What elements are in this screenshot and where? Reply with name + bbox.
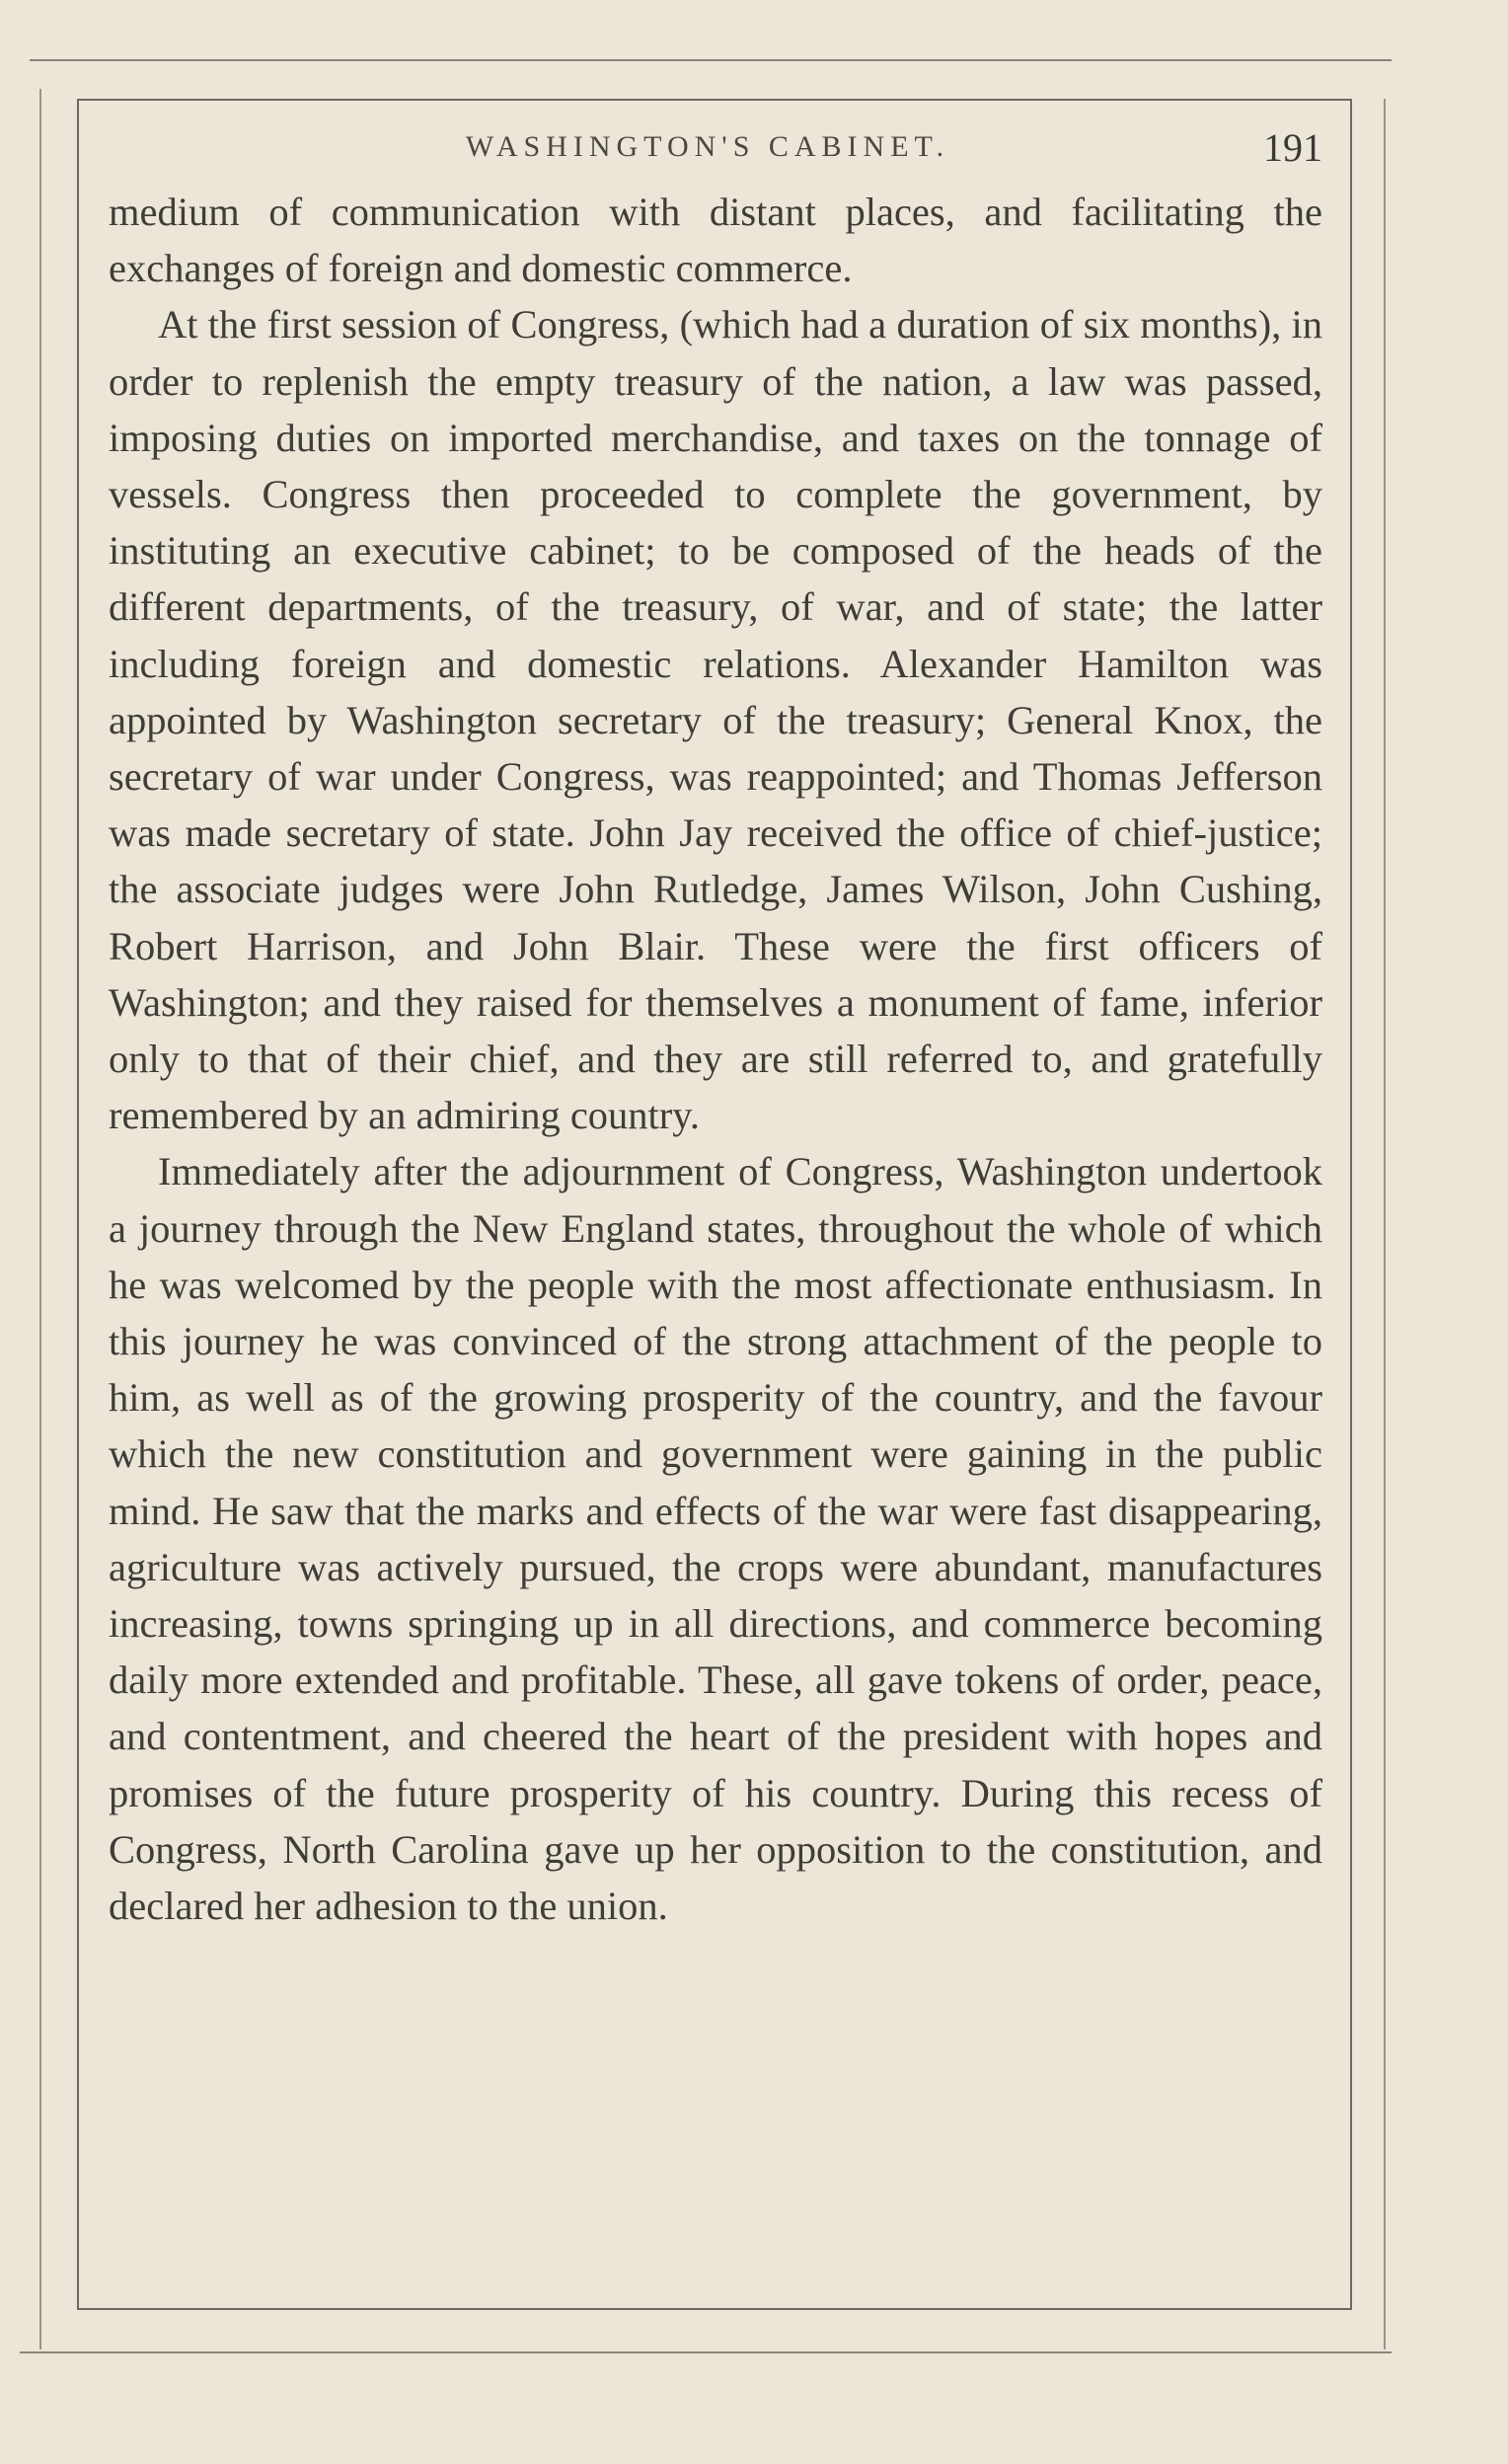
outer-rule-top: [30, 59, 1392, 61]
paragraph: medium of communication with distant places, and facilitating the exchanges of foreign and domestic commerce.: [109, 190, 1322, 291]
outer-rule-left: [39, 89, 41, 2349]
page-number: 191: [1263, 125, 1322, 170]
running-head: [89, 124, 1326, 174]
paragraph: Immediately after the adjournment of Congress, Washington undertook a journey through the New England states, throughout the whole of which he was welcomed by the people with the most affectionate enthusiasm. In this journey he was convinced of the strong attachment of the people to him, as well as of the growing prosperity of the country, and the favour which the new constitution and government were gaining in the public mind. He saw that the marks and effects of the war were fast disappearing, agriculture was actively pursued, the crops were abundant, manufactures increasing, towns springing up in all directions, and commerce becoming daily more extended and profitable. These, all gave tokens of order, peace, and contentment, and cheered the heart of the president with hopes and promises of the future prosperity of his country. During this recess of Congress, North Carolina gave up her opposition to the constitution, and declared her adhesion to the union.: [109, 1149, 1322, 1929]
body-text: [109, 184, 1322, 1934]
outer-rule-bottom: [20, 2351, 1392, 2353]
outer-rule-right: [1384, 99, 1386, 2349]
running-title: WASHINGTON'S CABINET.: [465, 130, 950, 163]
paragraph: At the first session of Congress, (which had a duration of six months), in order to replenish the empty treasury of the nation, a law was passed, imposing duties on imported merchandise, and taxes on the tonnage of vessels. Congress then proceeded to complete the government, by instituting an executive cabinet; to be composed of the heads of the different departments, of the treasury, of war, and of state; the latter including foreign and domestic relations. Alexander Hamilton was appointed by Washington secretary of the treasury; General Knox, the secretary of war under Congress, was reappointed; and Thomas Jefferson was made secretary of state. John Jay received the office of chief-justice; the associate judges were John Rutledge, James Wilson, John Cushing, Robert Harrison, and John Blair. These were the first officers of Washington; and they raised for themselves a monument of fame, inferior only to that of their chief, and they are still referred to, and gratefully remembered by an admiring country.: [109, 302, 1322, 1138]
